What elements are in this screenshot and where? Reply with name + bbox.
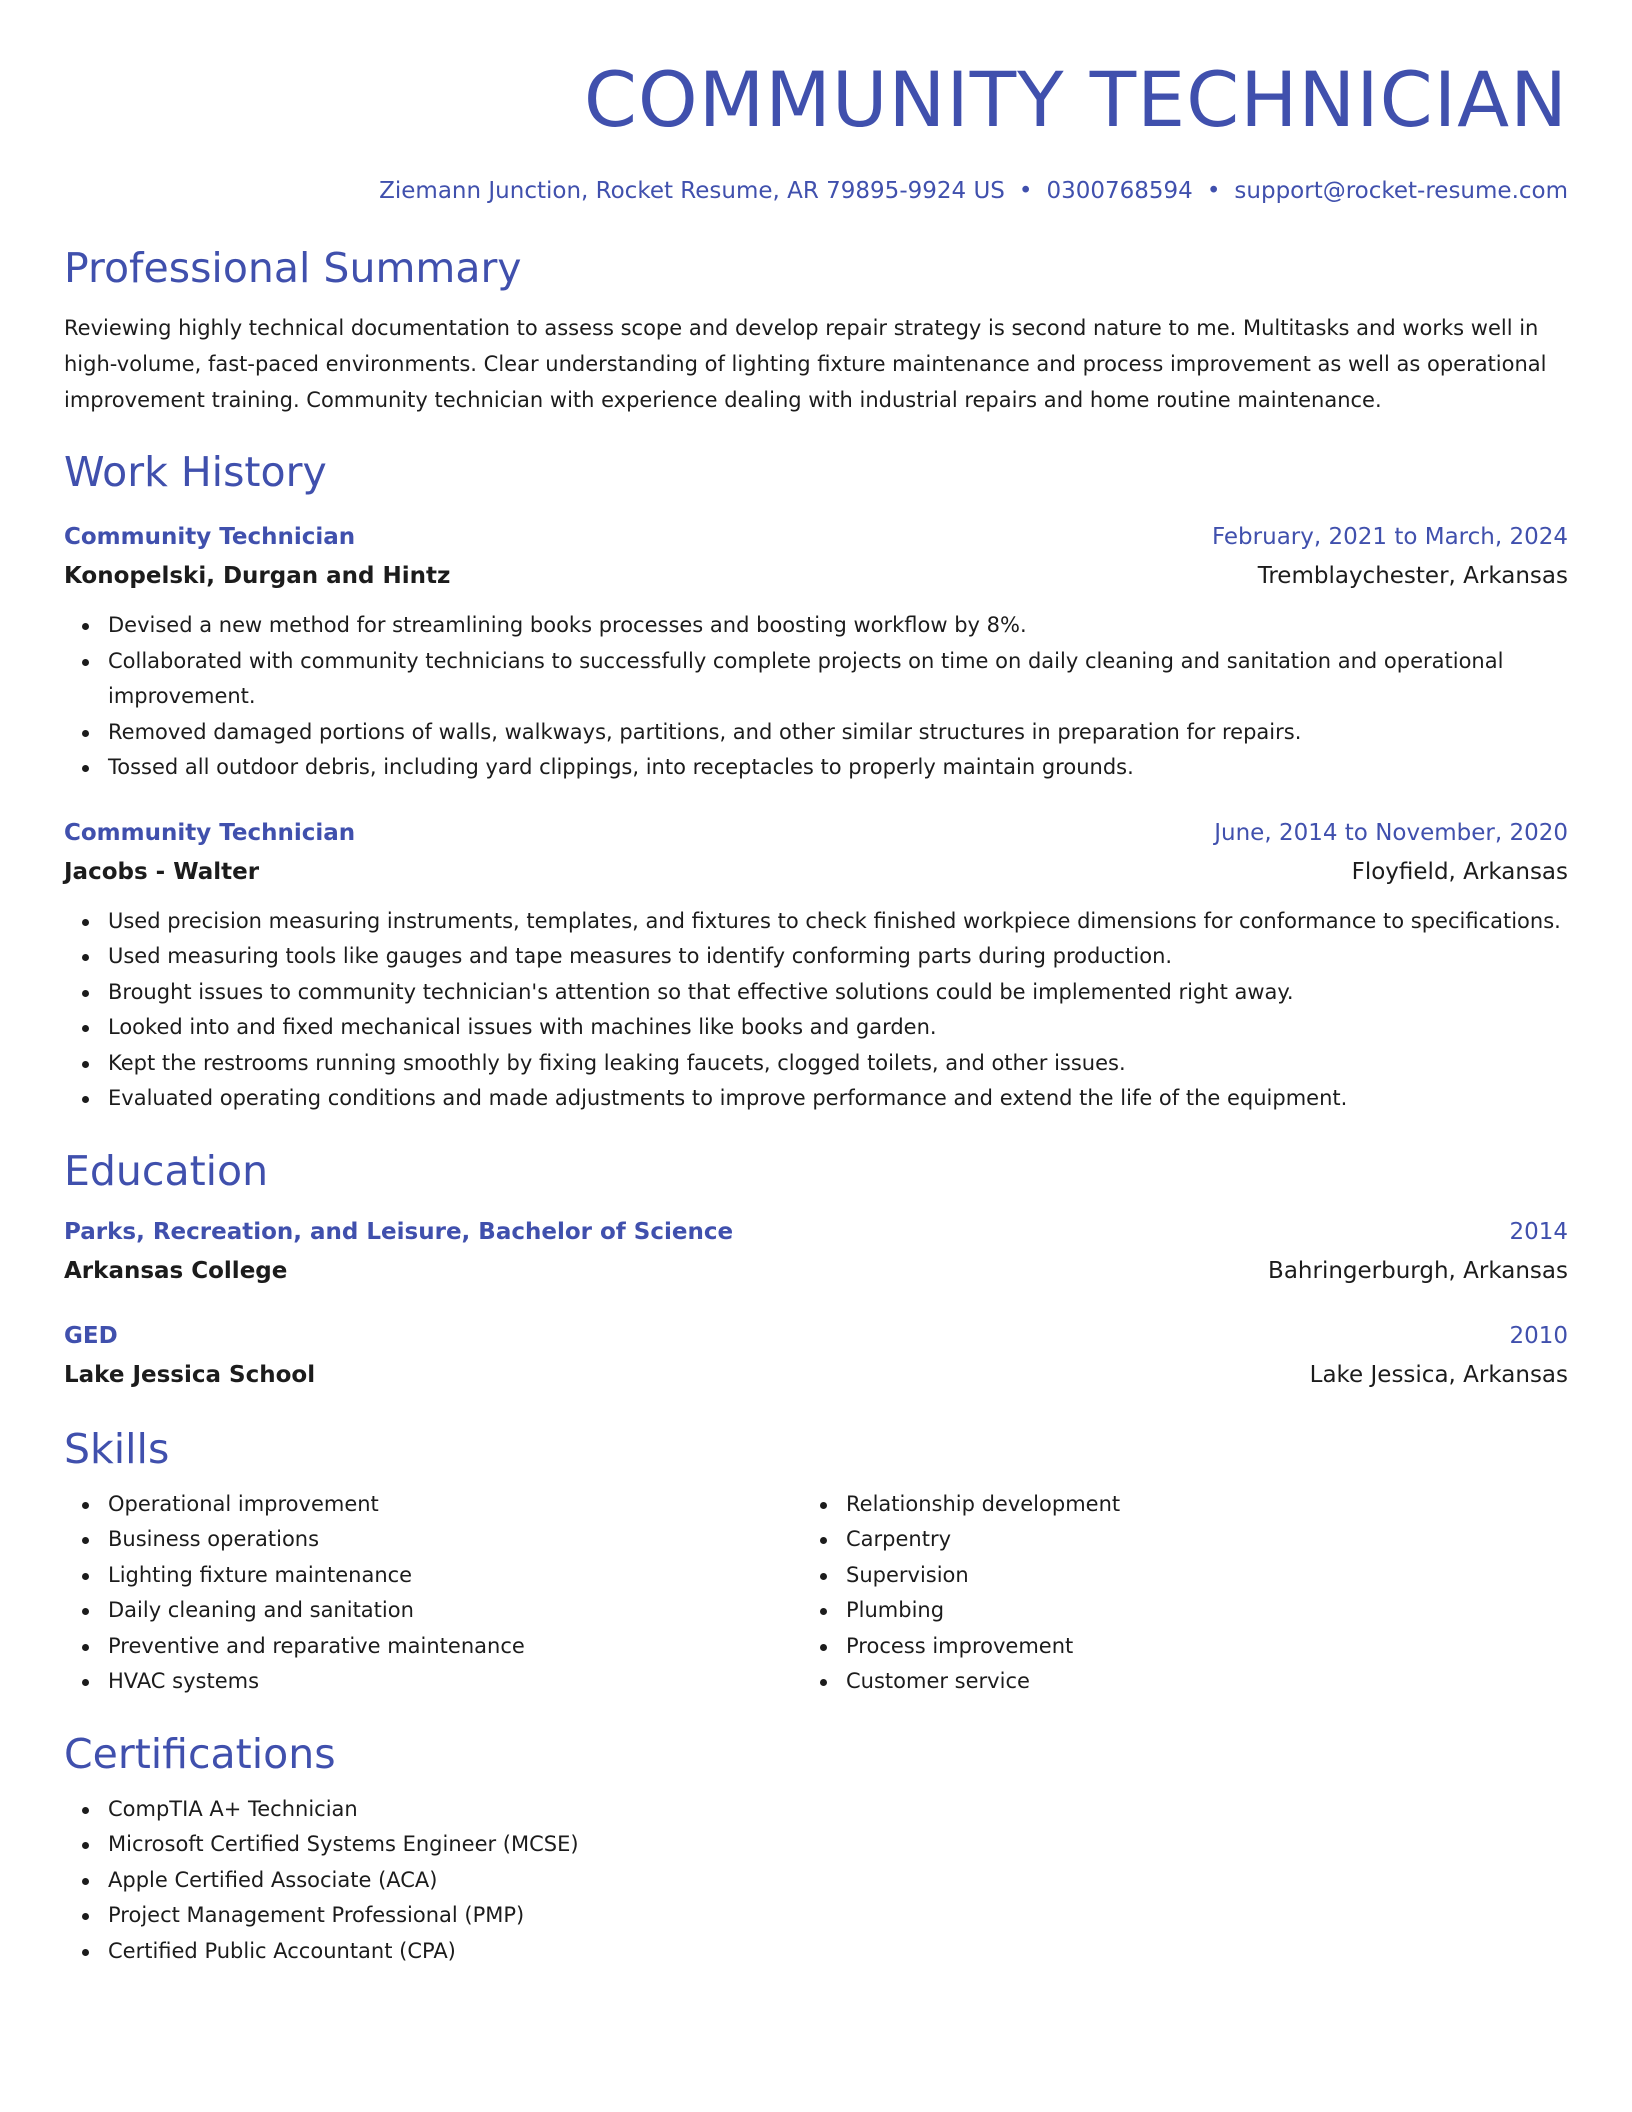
skills-heading: Skills [64,1424,170,1473]
education-heading: Education [64,1146,269,1195]
education-school-row [64,1355,1568,1395]
address-text: Ziemann Junction, Rocket Resume, AR 79895-9924 US [379,178,1005,204]
education-location: Bahringerburgh, Arkansas [1268,1257,1568,1284]
skills-column-left [64,1487,802,1700]
email-link[interactable]: support@rocket-resume.com [1234,178,1568,204]
job-company-row [64,852,1568,892]
job-dates: June, 2014 to November, 2020 [1214,819,1568,846]
education-school: Arkansas College [64,1257,288,1284]
education-header-row [64,1213,1568,1251]
job-dates: February, 2021 to March, 2024 [1211,524,1568,550]
job-title: Community Technician [64,524,356,550]
skill-item: Operational improvement [64,1487,802,1523]
job-bullets [64,904,1568,1117]
job-bullet: Brought issues to community technician's attention so that effective solutions could be implemented right away. [64,975,1568,1011]
job-bullet: Evaluated operating conditions and made adjustments to improve performance and extend the life of the equipment. [64,1081,1568,1117]
job-bullet: Removed damaged portions of walls, walkways, partitions, and other similar structures in preparation for repairs. [64,715,1568,751]
education-header-row [64,1317,1568,1355]
job-location: Floyfield, Arkansas [1351,858,1568,885]
job-header-row [64,814,1568,852]
skills-column-right [802,1487,1568,1700]
summary-text: Reviewing highly technical documentation to assess scope and develop repair strategy is second nature to me. Multitasks and works well in high-volume, fast-paced environments. Clear understanding of lighting fixture maintenance and process improvement as well as operational improvement training. Community technician with experience dealing with industrial repairs and home routine maintenance. [64,316,1547,412]
education-degree: Parks, Recreation, and Leisure, Bachelor of Science [64,1218,734,1245]
job-bullet: Collaborated with community technicians to successfully complete projects on time on daily cleaning and sanitation and operational improvement. [64,644,1568,715]
certification-item: Microsoft Certified Systems Engineer (MCSE) [64,1827,1568,1863]
education-school: Lake Jessica School [64,1361,316,1388]
contact-separator: • [1206,178,1221,204]
job-bullet: Used measuring tools like gauges and tape measures to identify conforming parts during production. [64,939,1568,975]
skill-item: Daily cleaning and sanitation [64,1593,802,1629]
job-bullet: Used precision measuring instruments, templates, and fixtures to check finished workpiece dimensions for conformance to specifications. [64,904,1568,940]
skill-item: Lighting fixture maintenance [64,1558,802,1594]
work-history-heading: Work History [64,448,327,496]
job-bullet: Devised a new method for streamlining books processes and boosting workflow by 8%. [64,608,1568,644]
skill-item: Relationship development [802,1487,1568,1523]
skill-item: Business operations [64,1522,802,1558]
certifications-list [64,1792,1568,1970]
summary-heading: Professional Summary [64,244,522,292]
resume-title: COMMUNITY TECHNICIAN [583,55,1568,144]
job-company-row [64,556,1568,596]
contact-separator: • [1018,178,1033,204]
contact-line [64,176,1568,206]
skill-item: Preventive and reparative maintenance [64,1629,802,1665]
education-year: 2014 [1509,1218,1568,1245]
certification-item: Apple Certified Associate (ACA) [64,1863,1568,1899]
job-bullet: Looked into and fixed mechanical issues with machines like books and garden. [64,1010,1568,1046]
job-bullet: Kept the restrooms running smoothly by fixing leaking faucets, clogged toilets, and other issues. [64,1046,1568,1082]
education-location: Lake Jessica, Arkansas [1309,1361,1568,1388]
job-location: Tremblaychester, Arkansas [1257,563,1568,589]
skill-item: Supervision [802,1558,1568,1594]
skill-item: Plumbing [802,1593,1568,1629]
certifications-heading: Certifications [64,1729,336,1778]
skill-item: Carpentry [802,1522,1568,1558]
skill-item: Process improvement [802,1629,1568,1665]
education-entry [64,1213,1568,1291]
education-school-row [64,1251,1568,1291]
job-company: Konopelski, Durgan and Hintz [64,563,451,589]
job-bullets [64,608,1568,786]
job-entry [64,518,1568,786]
education-year: 2010 [1509,1322,1568,1349]
education-degree: GED [64,1322,118,1349]
education-entry [64,1317,1568,1395]
skills-list [64,1487,1568,1700]
certification-item: CompTIA A+ Technician [64,1792,1568,1828]
job-bullet: Tossed all outdoor debris, including yard clippings, into receptacles to properly maintain grounds. [64,750,1568,786]
certification-item: Certified Public Accountant (CPA) [64,1934,1568,1970]
job-company: Jacobs - Walter [64,858,260,885]
job-title: Community Technician [64,819,356,846]
certification-item: Project Management Professional (PMP) [64,1898,1568,1934]
skill-item: HVAC systems [64,1664,802,1700]
job-header-row [64,518,1568,556]
skill-item: Customer service [802,1664,1568,1700]
phone-text: 0300768594 [1046,178,1193,204]
job-entry [64,814,1568,1117]
